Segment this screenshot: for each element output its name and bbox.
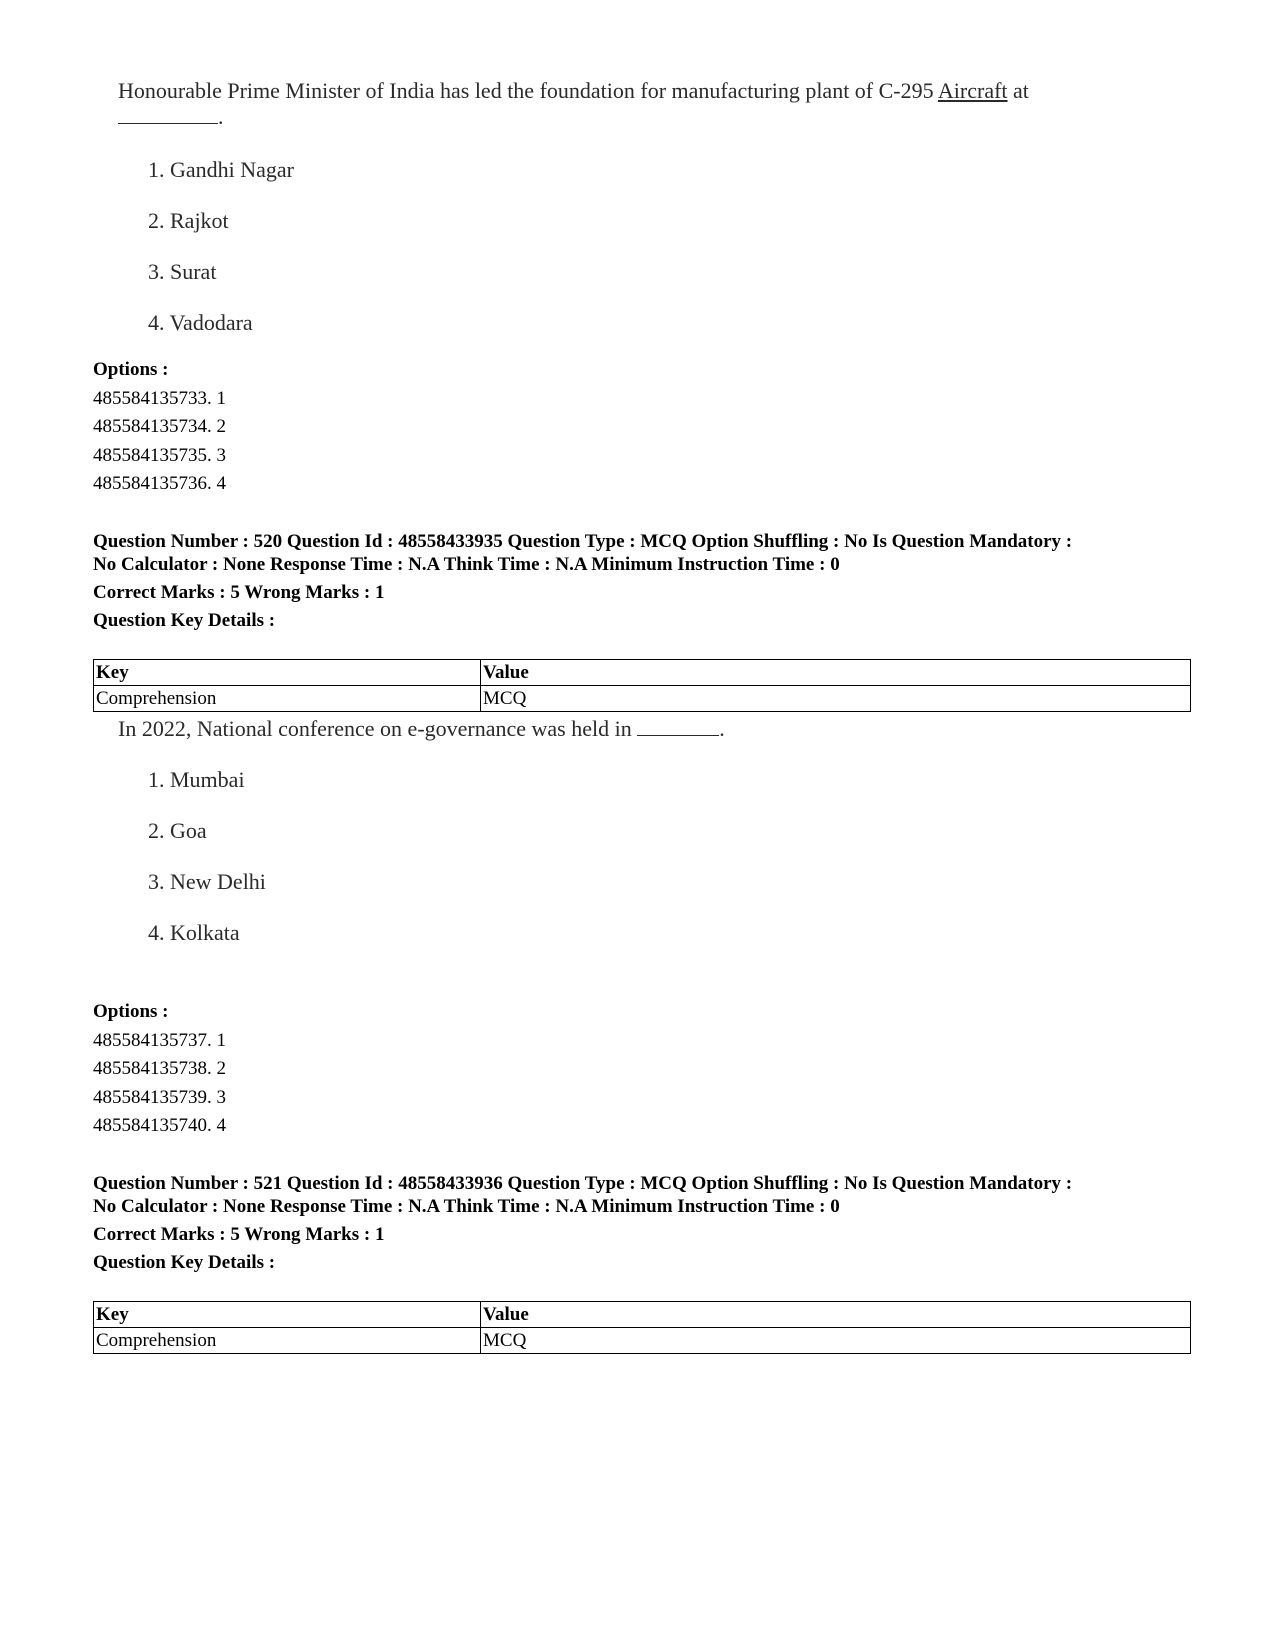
choice-1: 1. Gandhi Nagar <box>148 157 295 182</box>
question-key-table <box>93 1301 1191 1354</box>
meta-line: No Calculator : None Response Time : N.A Think Time : N.A Minimum Instruction Time : 0 <box>93 554 840 575</box>
options-label: Options : <box>93 359 169 380</box>
option-item: 485584135734. 2 <box>93 416 226 437</box>
choice-2: 2. Rajkot <box>148 208 229 233</box>
key-details-label: Question Key Details : <box>93 610 276 631</box>
option-item: 485584135739. 3 <box>93 1086 226 1108</box>
marks-line: Correct Marks : 5 Wrong Marks : 1 <box>93 1224 385 1245</box>
key-cell: Comprehension <box>94 686 481 712</box>
answer-blank-line: . <box>118 104 224 130</box>
choice-2: 2. Goa <box>148 818 207 843</box>
question-stem: In 2022, National conference on e-governance was held in . <box>118 716 725 741</box>
options-list <box>93 356 226 499</box>
key-details-label: Question Key Details : <box>93 1252 276 1273</box>
table-header-row <box>94 1302 1191 1328</box>
options-list <box>93 998 226 1141</box>
key-header: Key <box>94 1302 481 1328</box>
choice-1: 1. Mumbai <box>148 767 245 792</box>
option-item: 485584135733. 1 <box>93 387 226 409</box>
blank <box>637 717 719 736</box>
blank <box>118 105 218 124</box>
choice-4: 4. Vadodara <box>148 310 253 335</box>
choice-3: 3. Surat <box>148 259 217 284</box>
table-row <box>94 1328 1191 1354</box>
choice-4: 4. Kolkata <box>148 920 240 945</box>
key-header: Key <box>94 660 481 686</box>
question-meta-521 <box>93 1172 1193 1274</box>
table-row <box>94 686 1191 712</box>
value-header: Value <box>481 1302 1191 1328</box>
value-header: Value <box>481 660 1191 686</box>
option-item: 485584135735. 3 <box>93 444 226 466</box>
options-label: Options : <box>93 1001 169 1022</box>
underlined-word: Aircraft <box>937 78 1008 103</box>
option-item: 485584135738. 2 <box>93 1058 226 1079</box>
value-cell: MCQ <box>481 1328 1191 1354</box>
option-item: 485584135740. 4 <box>93 1115 226 1136</box>
table-header-row <box>94 660 1191 686</box>
question-stem: Honourable Prime Minister of India has led the foundation for manufacturing plant of C-295 Aircraft at <box>118 78 1029 103</box>
meta-line: No Calculator : None Response Time : N.A Think Time : N.A Minimum Instruction Time : 0 <box>93 1196 840 1217</box>
meta-line: Question Number : 521 Question Id : 48558433936 Question Type : MCQ Option Shuffling : No Is Question Mandatory : <box>93 1173 1073 1194</box>
choice-3: 3. New Delhi <box>148 869 266 894</box>
value-cell: MCQ <box>481 686 1191 712</box>
marks-line: Correct Marks : 5 Wrong Marks : 1 <box>93 582 385 603</box>
meta-line: Question Number : 520 Question Id : 48558433935 Question Type : MCQ Option Shuffling : No Is Question Mandatory : <box>93 531 1073 552</box>
option-item: 485584135736. 4 <box>93 473 226 494</box>
question-key-table <box>93 659 1191 712</box>
option-item: 485584135737. 1 <box>93 1029 226 1051</box>
question-meta-520 <box>93 530 1193 632</box>
key-cell: Comprehension <box>94 1328 481 1354</box>
